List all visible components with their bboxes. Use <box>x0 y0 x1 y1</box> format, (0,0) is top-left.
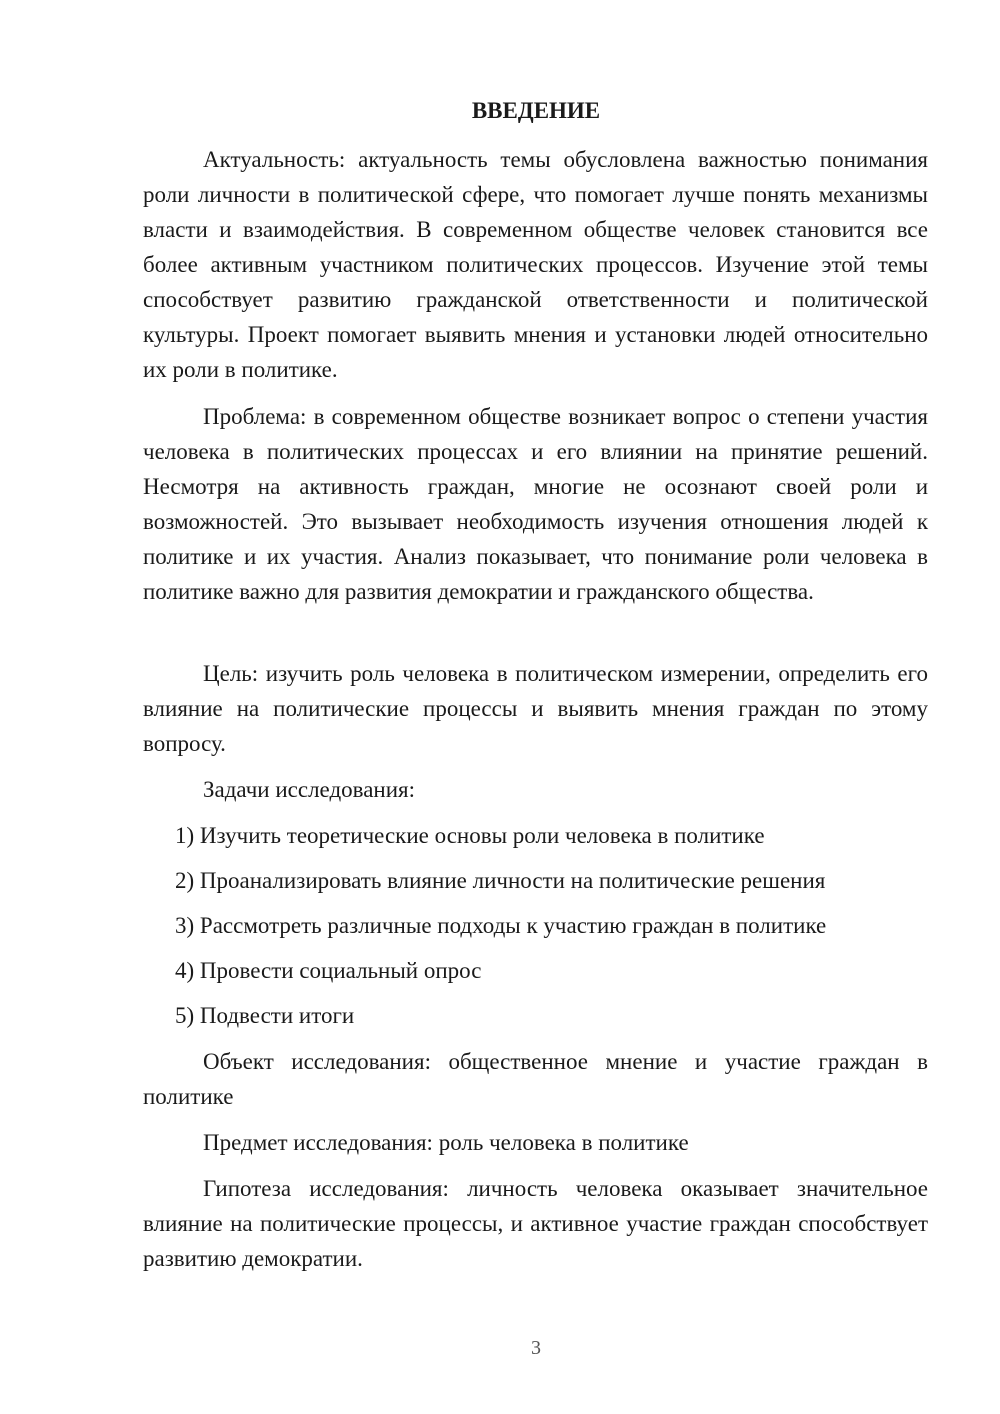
task-item: 3) Рассмотреть различные подходы к участию граждан в политике <box>175 913 827 938</box>
section-heading: ВВЕДЕНИЕ <box>471 98 601 123</box>
goal-paragraph: Цель: изучить роль человека в политическом измерении, определить его влияние на политические процессы и выявить мнения граждан по этому вопросу. <box>143 661 928 756</box>
task-item: 4) Провести социальный опрос <box>175 958 482 983</box>
page-number: 3 <box>531 1337 541 1359</box>
relevance-paragraph: Актуальность: актуальность темы обусловлена важностью понимания роли личности в политической сфере, что помогает лучше понять механизмы власти и взаимодействия. В современном обществе человек становится все более активным участником политических процессов. Изучение этой темы способствует развитию гражданской ответственности и политической культуры. Проект помогает выявить мнения и установки людей относительно их роли в политике. <box>143 147 928 382</box>
task-item: 1) Изучить теоретические основы роли человека в политике <box>175 823 765 848</box>
tasks-heading: Задачи исследования: <box>203 777 416 802</box>
problem-paragraph: Проблема: в современном обществе возникает вопрос о степени участия человека в политических процессах и его влиянии на принятие решений. Несмотря на активность граждан, многие не осознают своей роли и возможностей. Это вызывает необходимость изучения отношения людей к политике и их участия. Анализ показывает, что понимание роли человека в политике важно для развития демократии и гражданского общества. <box>143 404 928 604</box>
object-paragraph: Объект исследования: общественное мнение и участие граждан в политике <box>143 1049 928 1109</box>
hypothesis-paragraph: Гипотеза исследования: личность человека оказывает значительное влияние на политические процессы, и активное участие граждан способствует развитию демократии. <box>143 1176 928 1271</box>
task-item: 2) Проанализировать влияние личности на политические решения <box>175 868 826 893</box>
task-item: 5) Подвести итоги <box>175 1003 355 1028</box>
subject-paragraph: Предмет исследования: роль человека в политике <box>203 1130 689 1155</box>
